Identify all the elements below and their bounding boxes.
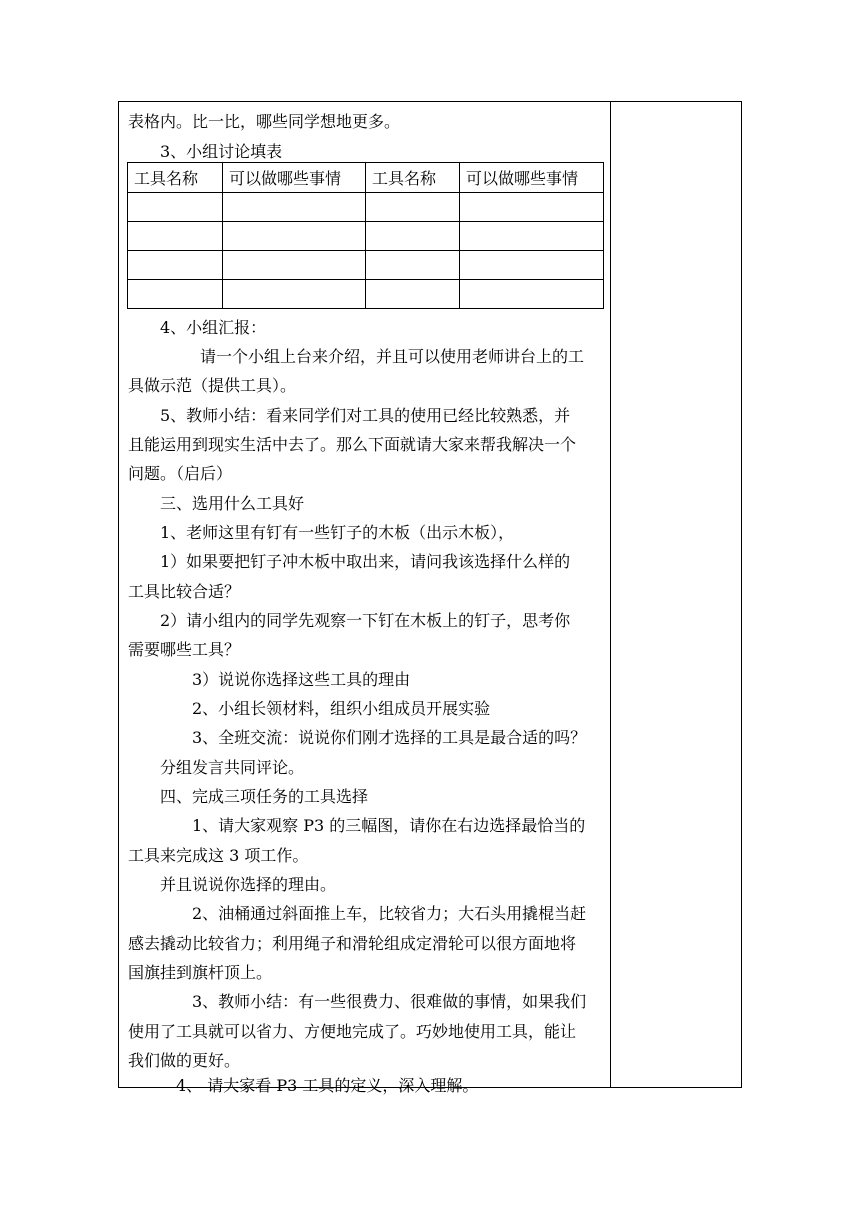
table-cell bbox=[460, 193, 604, 222]
text-line: 问题。（启后） bbox=[128, 464, 233, 483]
text-line: 请一个小组上台来介绍，并且可以使用老师讲台上的工 bbox=[200, 347, 585, 366]
table-cell bbox=[366, 193, 460, 222]
text-line: 3、小组讨论填表 bbox=[160, 142, 283, 161]
table-row bbox=[128, 280, 604, 309]
discussion-table bbox=[127, 162, 604, 309]
table-cell bbox=[460, 222, 604, 251]
text-line: 1、请大家观察 P3 的三幅图，请你在右边选择最恰当的 bbox=[192, 816, 586, 835]
text-line: 工具来完成这 3 项工作。 bbox=[128, 846, 309, 865]
table-header-row bbox=[128, 163, 604, 193]
table-row bbox=[128, 251, 604, 280]
table-cell bbox=[128, 280, 223, 309]
text-line: 国旗挂到旗杆顶上。 bbox=[128, 963, 273, 982]
table-header: 可以做哪些事情 bbox=[223, 163, 366, 193]
table-cell bbox=[223, 280, 366, 309]
text-line: 5、教师小结：看来同学们对工具的使用已经比较熟悉，并 bbox=[160, 406, 571, 425]
text-line: 1）如果要把钉子冲木板中取出来，请问我该选择什么样的 bbox=[160, 552, 571, 571]
text-line: 2）请小组内的同学先观察一下钉在木板上的钉子，思考你 bbox=[160, 611, 571, 630]
text-line: 4、小组汇报： bbox=[160, 318, 267, 337]
text-line: 具做示范（提供工具）。 bbox=[128, 376, 297, 395]
text-line: 并且说说你选择的理由。 bbox=[160, 875, 337, 894]
table-cell bbox=[460, 251, 604, 280]
table-cell bbox=[128, 251, 223, 280]
table-cell bbox=[366, 251, 460, 280]
text-line: 三、选用什么工具好 bbox=[160, 494, 305, 513]
outer-table bbox=[118, 101, 742, 1095]
table-cell bbox=[366, 280, 460, 309]
text-line: 1、老师这里有钉有一些钉子的木板（出示木板）， bbox=[160, 523, 515, 542]
text-line: 需要哪些工具？ bbox=[128, 640, 241, 659]
text-line: 3）说说你选择这些工具的理由 bbox=[192, 670, 411, 689]
text-line: 3、教师小结：有一些很费力、很难做的事情，如果我们 bbox=[192, 992, 587, 1011]
table-cell bbox=[223, 222, 366, 251]
text-line: 我们做的更好。 bbox=[128, 1051, 241, 1070]
text-line: 工具比较合适？ bbox=[128, 582, 241, 601]
table-cell bbox=[128, 222, 223, 251]
table-cell bbox=[223, 251, 366, 280]
table-cell bbox=[460, 280, 604, 309]
text-line: 3、全班交流：说说你们刚才选择的工具是最合适的吗？ bbox=[192, 728, 587, 747]
text-line: 四、完成三项任务的工具选择 bbox=[160, 787, 369, 806]
text-line: 2、油桶通过斜面推上车，比较省力；大石头用撬棍当赶 bbox=[192, 904, 587, 923]
table-header: 工具名称 bbox=[128, 163, 223, 193]
table-header: 工具名称 bbox=[366, 163, 460, 193]
table-header: 可以做哪些事情 bbox=[460, 163, 604, 193]
text-line: 4、 请大家看 P3 工具的定义，深入理解。 bbox=[176, 1076, 479, 1095]
column-divider bbox=[610, 102, 611, 1087]
text-line: 2、小组长领材料，组织小组成员开展实验 bbox=[192, 699, 491, 718]
text-line: 分组发言共同评论。 bbox=[160, 758, 305, 777]
table-row bbox=[128, 222, 604, 251]
text-line: 感去撬动比较省力；利用绳子和滑轮组成定滑轮可以很方面地将 bbox=[128, 934, 577, 953]
text-line: 使用了工具就可以省力、方便地完成了。巧妙地使用工具，能让 bbox=[128, 1022, 577, 1041]
table-cell bbox=[366, 222, 460, 251]
table-cell bbox=[128, 193, 223, 222]
text-line: 且能运用到现实生活中去了。那么下面就请大家来帮我解决一个 bbox=[128, 435, 577, 454]
table-cell bbox=[223, 193, 366, 222]
table-row bbox=[128, 193, 604, 222]
text-line: 表格内。比一比，哪些同学想地更多。 bbox=[128, 112, 401, 131]
